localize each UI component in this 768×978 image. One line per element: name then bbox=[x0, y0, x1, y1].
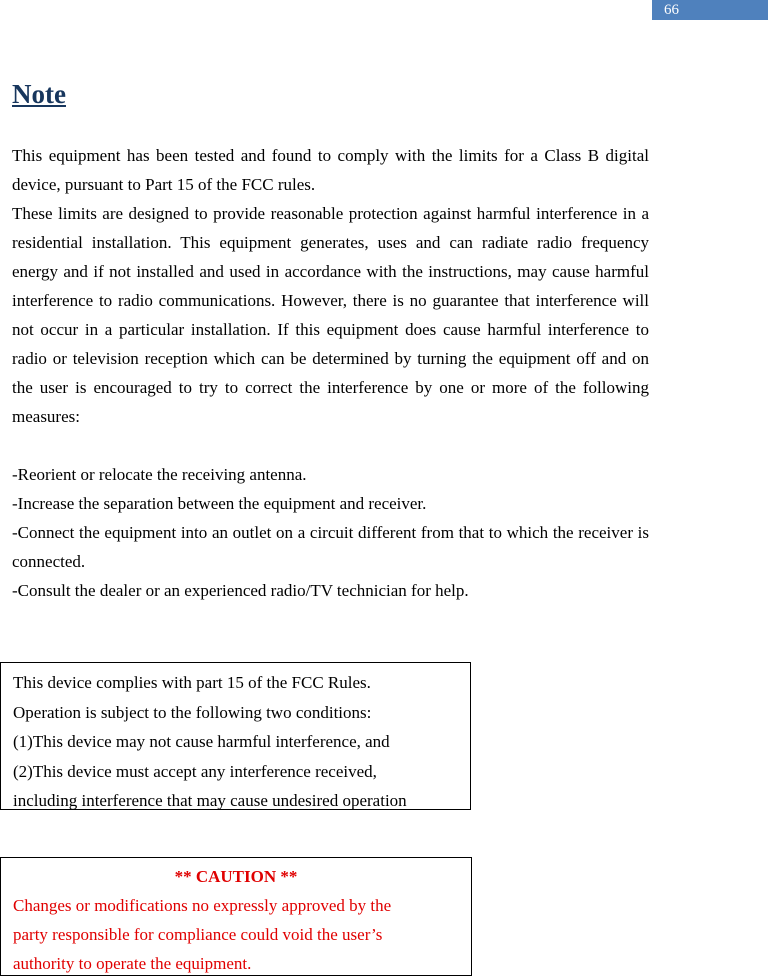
fcc-line: Operation is subject to the following two conditions: bbox=[13, 702, 372, 722]
caution-line: authority to operate the equipment. bbox=[13, 954, 252, 973]
caution-line: Changes or modifications no expressly approved by the bbox=[13, 896, 392, 915]
list-item: -Reorient or relocate the receiving antenna. bbox=[12, 465, 307, 484]
page-number: 66 bbox=[652, 0, 768, 20]
compliance-paragraph: This equipment has been tested and found to comply with the limits for a Class B digital device, pursuant to Part 15 of the FCC rules. bbox=[12, 146, 649, 194]
caution-box bbox=[0, 857, 472, 976]
fcc-line: This device complies with part 15 of the FCC Rules. bbox=[13, 673, 371, 692]
caution-title: ** CAUTION ** bbox=[174, 867, 298, 886]
fcc-line: including interference that may cause undesired operation bbox=[13, 791, 407, 810]
fcc-line: (1)This device may not cause harmful interference, and bbox=[13, 732, 390, 751]
measures-list bbox=[12, 460, 649, 605]
caution-line: party responsible for compliance could void the user’s bbox=[13, 925, 383, 944]
list-item: -Consult the dealer or an experienced radio/TV technician for help. bbox=[12, 581, 469, 600]
interference-paragraph: These limits are designed to provide reasonable protection against harmful interference in a residential installation. This equipment generates, uses and can radiate radio frequency energy and if not installed and used in accordance with the instructions, may cause harmful interference to radio communications. However, there is no guarantee that interference will not occur in a particular installation. If this equipment does cause harmful interference to radio or television reception which can be determined by turning the equipment off and on the user is encouraged to try to correct the interference by one or more of the following measures: bbox=[12, 204, 649, 426]
fcc-compliance-box bbox=[0, 662, 471, 810]
fcc-line: (2)This device must accept any interference received, bbox=[13, 761, 377, 781]
list-item: -Increase the separation between the equipment and receiver. bbox=[12, 494, 427, 513]
list-item: -Connect the equipment into an outlet on a circuit different from that to which the receiver is connected. bbox=[12, 523, 649, 571]
page-title: Note bbox=[12, 79, 66, 109]
